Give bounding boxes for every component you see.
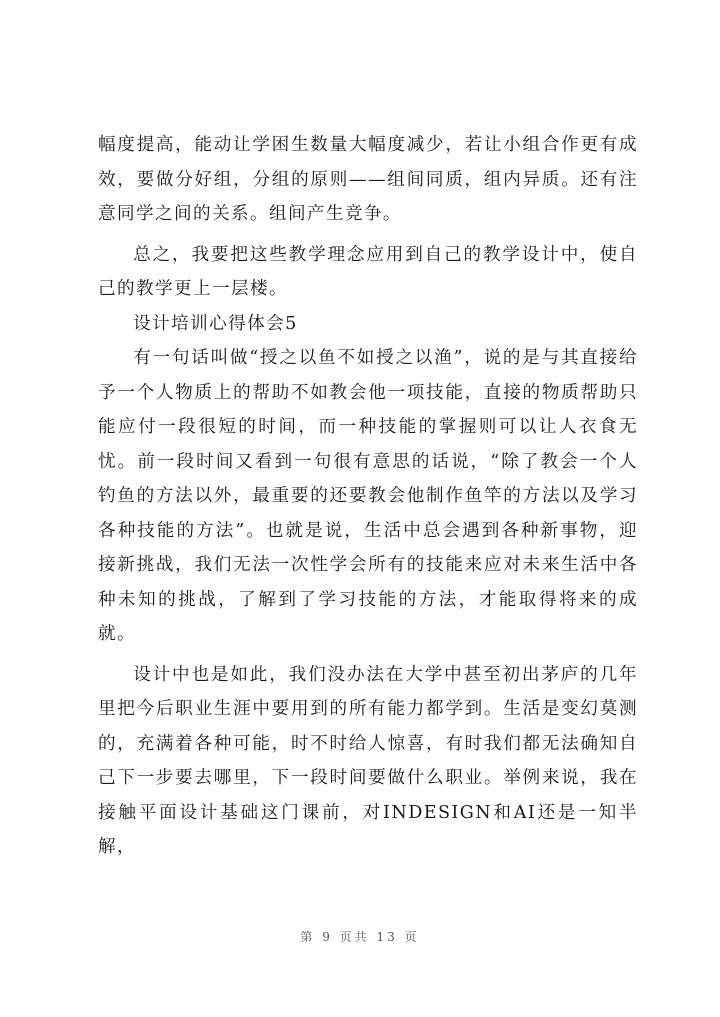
page-content xyxy=(98,128,638,865)
paragraph-conclusion: 总之，我要把这些教学理念应用到自己的教学设计中，使自己的教学更上一层楼。 xyxy=(98,244,638,299)
paragraph-continuation: 幅度提高，能动让学困生数量大幅度减少，若让小组合作更有成效，要做分好组，分组的原则——组间同质，组内异质。还有注意同学之间的关系。组间产生竞争。 xyxy=(98,135,638,224)
paragraph-fishing-proverb: 有一句话叫做“授之以鱼不如授之以渔”，说的是与其直接给予一个人物质上的帮助不如教会他一项技能，直接的物质帮助只能应付一段很短的时间，而一种技能的掌握则可以让人衣食无忧。前一段时间又看到一句很有意思的话说，“除了教会一个人钓鱼的方法以外，最重要的还要教会他制作鱼竿的方法以及学习各种技能的方法”。也就是说，生活中总会遇到各种新事物，迎接新挑战，我们无法一次性学会所有的技能来应对未来生活中各种未知的挑战，了解到了学习技能的方法，才能取得将来的成就。 xyxy=(98,348,638,644)
section-heading: 设计培训心得体会5 xyxy=(133,313,298,334)
paragraph-design-learning: 设计中也是如此，我们没办法在大学中甚至初出茅庐的几年里把今后职业生涯中要用到的所有能力都学到。生活是变幻莫测的，充满着各种可能，时不时给人惊喜，有时我们都无法确知自己下一步要去哪里，下一段时间要做什么职业。举例来说，我在接触平面设计基础这门课前，对INDESIGN和AI还是一知半解， xyxy=(98,664,638,857)
page-number-footer: 第 9 页共 13 页 xyxy=(300,930,420,944)
